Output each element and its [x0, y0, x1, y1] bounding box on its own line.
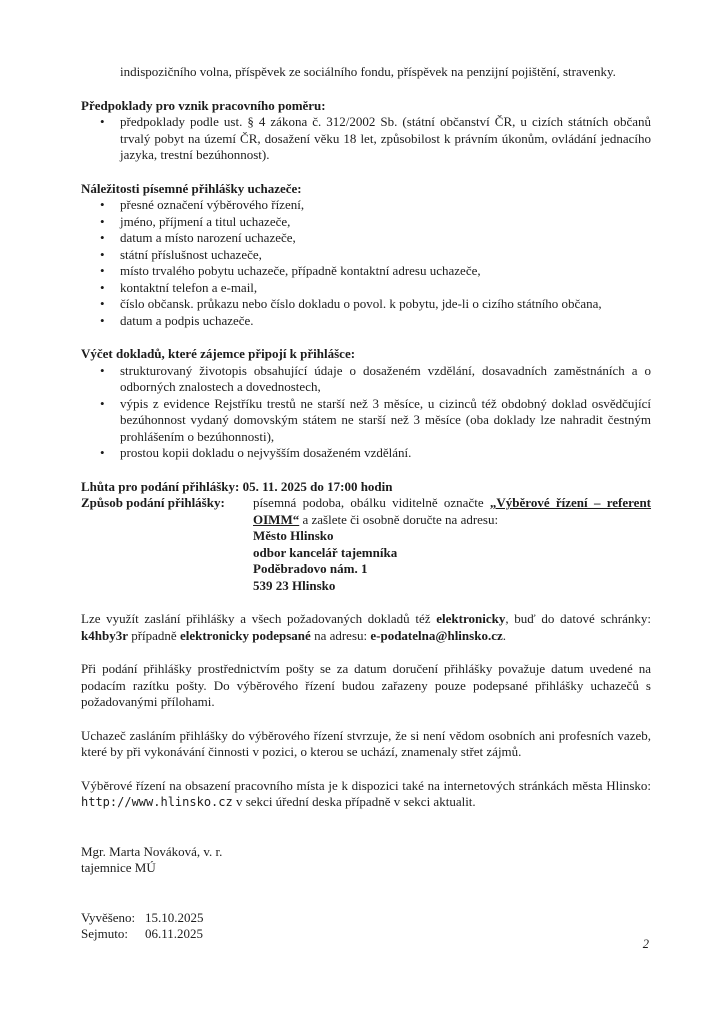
list-item: • prostou kopii dokladu o nejvyšším dosaženém vzdělání.	[81, 445, 651, 462]
list-item: • místo trvalého pobytu uchazeče, případně kontaktní adresu uchazeče,	[81, 263, 651, 280]
application-requirements-heading: Náležitosti písemné přihlášky uchazeče:	[81, 180, 302, 196]
submission-text-after: a zašlete či osobně doručte na adresu:	[299, 511, 499, 527]
address-line: Poděbradovo nám. 1	[253, 561, 368, 576]
website-url: http://www.hlinsko.cz	[81, 795, 233, 809]
removed-value: 06.11.2025	[145, 926, 204, 941]
electronic-text: , buď do datové schránky:	[505, 611, 651, 626]
deadline-label: Lhůta pro podání přihlášky:	[81, 478, 240, 494]
posted-value: 15.10.2025	[145, 909, 204, 925]
deadline-row	[81, 479, 651, 496]
posted-row	[81, 910, 651, 927]
list-item: • datum a místo narození uchazeče,	[81, 230, 651, 247]
documents-heading: Výčet dokladů, které zájemce připojí k přihlášce:	[81, 346, 356, 361]
submission-instructions	[253, 495, 651, 528]
deadline-value: 05. 11. 2025 do 17:00 hodin	[242, 478, 393, 494]
removed-row	[81, 926, 651, 943]
list-item: • kontaktní telefon a e-mail,	[81, 280, 651, 297]
signature-block	[81, 844, 651, 877]
conflict-paragraph: Uchazeč zasláním přihlášky do výběrového řízení stvrzuje, že si není vědom osobních ani profesních vazeb, které by při vykonávání činnosti v pozici, o kterou se uchází, znamenaly střet zájmů.	[81, 727, 651, 759]
address-line: odbor kancelář tajemníka	[253, 544, 398, 560]
submission-content	[253, 495, 651, 594]
application-requirements-list	[81, 197, 651, 329]
prerequisites-list	[81, 114, 651, 164]
electronic-paragraph	[81, 611, 651, 644]
list-item: • předpoklady podle ust. § 4 zákona č. 312/2002 Sb. (státní občanství ČR, u cizích státních občanů trvalý pobyt na území ČR, dosažení věku 18 let, způsobilost k právním úkonům, ovládání jednacího jazyka, trestní bezúhonnost).	[81, 114, 651, 164]
list-item: • číslo občansk. průkazu nebo číslo dokladu o povol. k pobytu, jde-li o cizího státního občana,	[81, 296, 651, 313]
submission-row	[81, 495, 651, 594]
databox-id: k4hby3r	[81, 627, 128, 643]
posted-label: Vyvěšeno:	[81, 909, 136, 925]
section-prerequisites	[81, 98, 651, 164]
submission-designation: „Výběrové řízení – referent OIMM“	[253, 495, 652, 527]
submission-text-before: písemná podoba, obálku viditelně označte	[253, 495, 490, 510]
address-line: 539 23 Hlinsko	[253, 577, 336, 593]
page-number: 2	[642, 937, 649, 951]
website-paragraph	[81, 778, 651, 811]
documents-list	[81, 363, 651, 462]
email-address: e-podatelna@hlinsko.cz	[370, 627, 503, 643]
postal-paragraph: Při podání přihlášky prostřednictvím pošty se za datum doručení přihlášky považuje datum uvedené na podacím razítku pošty. Do výběrového řízení budou zařazeny pouze podepsané přihlášky uchazečů s požadovanými přílohami.	[81, 661, 651, 709]
list-item: • přesné označení výběrového řízení,	[81, 197, 651, 214]
electronic-text: případně	[127, 627, 180, 643]
signature-name: Mgr. Marta Nováková, v. r.	[81, 843, 223, 859]
section-documents	[81, 346, 651, 462]
continuation-paragraph: indispozičního volna, příspěvek ze sociálního fondu, příspěvek na penzijní pojištění, stravenky.	[120, 64, 616, 79]
list-item: • státní příslušnost uchazeče,	[81, 247, 651, 264]
submission-label: Způsob podání přihlášky:	[81, 495, 225, 510]
list-item: • strukturovaný životopis obsahující údaje o dosaženém vzdělání, dosavadních zaměstnáních a o odborných znalostech a dovednostech,	[81, 363, 651, 396]
website-text: v sekci úřední deska případně v sekci aktualit.	[232, 794, 476, 809]
electronic-text: Lze využít zaslání přihlášky a všech požadovaných dokladů též	[81, 611, 437, 626]
address-line: Město Hlinsko	[253, 528, 334, 543]
electronic-bold: elektronicky podepsané	[179, 627, 311, 643]
list-item: • výpis z evidence Rejstříku trestů ne starší než 3 měsíce, u cizinců též obdobný doklad osvědčující bezúhonnost vydaný domovským státem ne starší než 3 měsíce (oba doklady lze nahradit čestným prohlášením o bezúhonnosti),	[81, 396, 651, 446]
website-text: Výběrové řízení na obsazení pracovního místa je k dispozici také na internetových stránkách města Hlinsko:	[81, 777, 651, 793]
list-item: • jméno, příjmení a titul uchazeče,	[81, 214, 651, 231]
electronic-text: na adresu:	[310, 627, 371, 643]
prerequisites-heading: Předpoklady pro vznik pracovního poměru:	[81, 97, 326, 113]
section-application-requirements	[81, 181, 651, 330]
removed-label: Sejmuto:	[81, 926, 128, 941]
signature-title: tajemnice MÚ	[81, 860, 156, 875]
electronic-text: .	[502, 627, 506, 643]
list-item: • datum a podpis uchazeče.	[81, 313, 651, 330]
electronic-bold: elektronicky	[436, 611, 506, 626]
posting-dates	[81, 910, 651, 943]
